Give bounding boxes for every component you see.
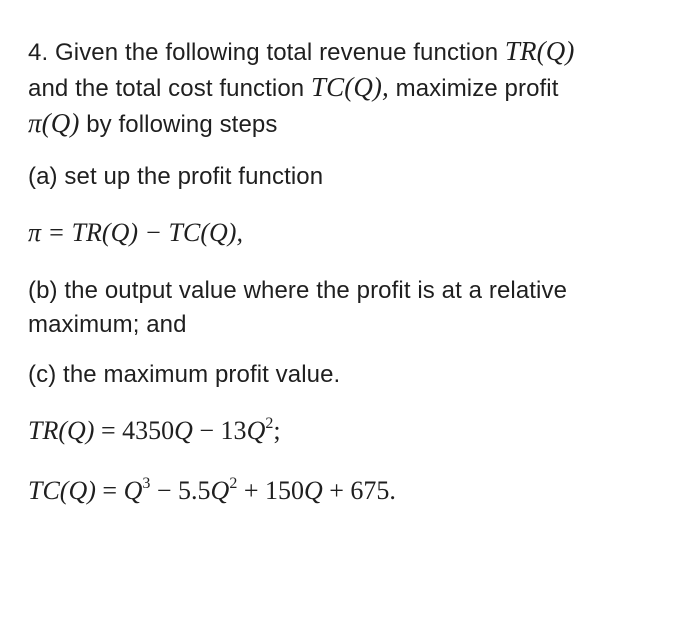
tc-q1: Q bbox=[123, 476, 143, 505]
tr-end: ; bbox=[273, 416, 281, 445]
question-text bbox=[28, 34, 678, 142]
tc-q2: Q bbox=[210, 476, 230, 505]
tr-mid: − 13 bbox=[192, 416, 247, 445]
question-line-3-text: by following steps bbox=[86, 111, 278, 138]
profit-function-inline: π(Q) bbox=[28, 108, 80, 138]
tc-mid1: − 5.5 bbox=[150, 476, 211, 505]
tr-exp2: 2 bbox=[265, 415, 274, 432]
tc-lhs: TC(Q) bbox=[28, 476, 96, 505]
question-line-1 bbox=[28, 34, 678, 70]
tc-exp2: 2 bbox=[229, 475, 238, 492]
step-b-line-1: (b) the output value where the profit is at a relative bbox=[28, 277, 568, 304]
tc-eq: = bbox=[95, 476, 124, 505]
question-line-3 bbox=[28, 106, 678, 142]
step-b bbox=[28, 274, 678, 342]
total-revenue-equation bbox=[28, 414, 678, 448]
question-line-2-text: and the total cost function bbox=[28, 75, 305, 102]
tr-lhs: TR(Q) bbox=[28, 416, 95, 445]
question-number: 4. bbox=[28, 39, 49, 66]
tr-q1: Q bbox=[174, 416, 193, 445]
problem-container bbox=[28, 34, 678, 532]
step-c: (c) the maximum profit value. bbox=[28, 361, 341, 388]
tc-function-inline: TC(Q), bbox=[311, 72, 389, 102]
profit-equation: π = TR(Q) − TC(Q), bbox=[28, 218, 243, 247]
step-a: (a) set up the profit function bbox=[28, 163, 324, 190]
tr-eq: = 4350 bbox=[94, 416, 175, 445]
step-b-line-2: maximum; and bbox=[28, 311, 187, 338]
tc-q3: Q bbox=[303, 476, 323, 505]
tc-mid2: + 150 bbox=[237, 476, 304, 505]
tr-function-inline: TR(Q) bbox=[504, 36, 575, 66]
total-cost-equation bbox=[28, 474, 678, 508]
question-line-2 bbox=[28, 70, 678, 106]
tc-end: + 675. bbox=[322, 476, 396, 505]
tc-exp1: 3 bbox=[142, 475, 151, 492]
question-line-1-text: Given the following total revenue function bbox=[55, 39, 499, 66]
question-line-2-tail: maximize profit bbox=[395, 75, 559, 102]
tr-q2: Q bbox=[246, 416, 266, 445]
